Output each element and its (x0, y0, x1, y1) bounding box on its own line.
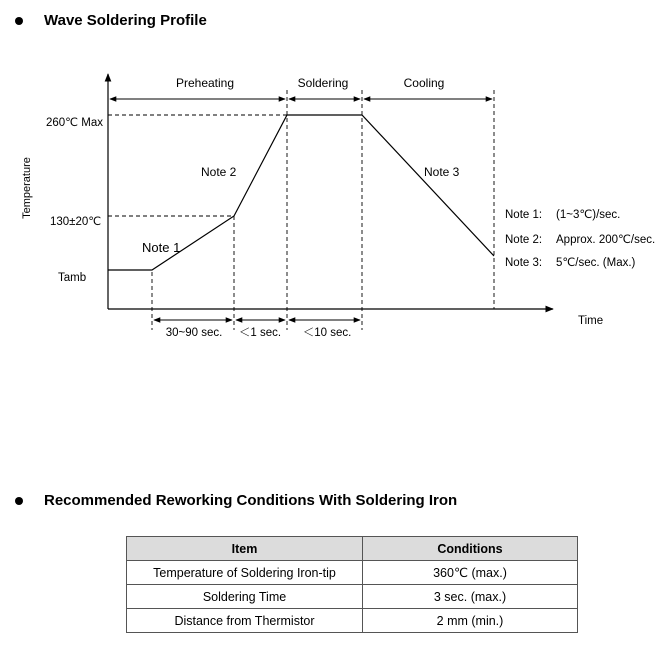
legend-value-note-2: Approx. 200℃/sec. (556, 234, 656, 246)
legend-key-note-3: Note 3: (505, 257, 543, 269)
legend-value-note-1: (1~3℃)/sec. (556, 209, 621, 221)
table-row (127, 609, 578, 633)
legend-key-note-1: Note 1: (505, 209, 543, 221)
table-cell-item: Distance from Thermistor (127, 609, 363, 633)
curve-note-3: Note 3 (424, 165, 460, 179)
phase-label-cooling: Cooling (403, 76, 445, 90)
phase-label-soldering: Soldering (297, 76, 349, 90)
table-row (127, 561, 578, 585)
table-header-row (127, 537, 578, 561)
duration-label-ramp: ＜1 sec. (238, 327, 282, 339)
y-axis-label: Temperature (21, 157, 33, 219)
reworking-conditions-table (126, 536, 578, 633)
phase-label-preheating: Preheating (175, 76, 235, 90)
table-cell-item: Soldering Time (127, 585, 363, 609)
level-label-130: 130±20℃ (50, 216, 102, 228)
table-cell-condition: 3 sec. (max.) (363, 585, 578, 609)
table-cell-condition: 2 mm (min.) (363, 609, 578, 633)
bullet-icon (15, 497, 23, 505)
x-axis-label: Time (578, 315, 604, 327)
duration-label-soldering: ＜10 sec. (302, 327, 352, 339)
curve-note-1: Note 1 (142, 240, 181, 255)
table-cell-item: Temperature of Soldering Iron-tip (127, 561, 363, 585)
legend-value-note-3: 5℃/sec. (Max.) (556, 257, 636, 269)
level-label-tamb: Tamb (58, 272, 87, 284)
table-row (127, 585, 578, 609)
duration-label-preheat: 30~90 sec. (165, 327, 223, 339)
column-header-item: Item (127, 537, 363, 561)
section-title-wave-soldering: Wave Soldering Profile (44, 12, 207, 29)
legend-key-note-2: Note 2: (505, 234, 543, 246)
table-cell-condition: 360℃ (max.) (363, 561, 578, 585)
level-label-260: 260℃ Max (46, 117, 104, 129)
section-title-reworking: Recommended Reworking Conditions With Soldering Iron (44, 492, 458, 509)
column-header-conditions: Conditions (363, 537, 578, 561)
curve-note-2: Note 2 (201, 165, 237, 179)
